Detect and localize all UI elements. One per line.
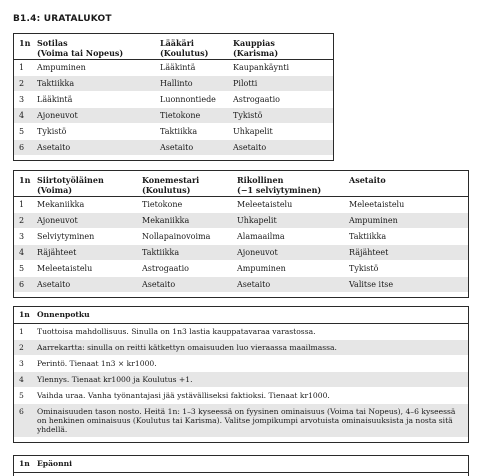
header-name: Siirtotyöläinen bbox=[37, 175, 104, 185]
cell: Ajoneuvot bbox=[232, 245, 344, 261]
cell: 6 bbox=[14, 404, 32, 438]
cell: Tykistö bbox=[228, 108, 333, 124]
header-name: Lääkäri bbox=[160, 38, 194, 48]
cell: 5 bbox=[14, 261, 32, 277]
cell: Räjähteet bbox=[344, 245, 468, 261]
cell: 6 bbox=[14, 140, 32, 156]
cell: 2 bbox=[14, 213, 32, 229]
cell: Lääkintä bbox=[155, 60, 228, 76]
cell: Lääkintä bbox=[32, 92, 155, 108]
career-table-2 bbox=[13, 170, 469, 298]
cell: 1 bbox=[14, 60, 32, 76]
cell: Valitse itse bbox=[344, 277, 468, 293]
column-header-die: 1n bbox=[14, 34, 32, 60]
cell: Mekaniikka bbox=[32, 197, 137, 213]
cell: Vaihda uraa. Vanha työnantajasi jää ystävälliseksi faktioksi. Tienaat kr1000. bbox=[32, 388, 468, 404]
cell: Ajoneuvot bbox=[32, 213, 137, 229]
cell: Tietokone bbox=[137, 197, 232, 213]
table-row bbox=[14, 229, 468, 245]
cell: Luonnontiede bbox=[155, 92, 228, 108]
table-row bbox=[14, 404, 468, 438]
cell: 3 bbox=[14, 356, 32, 372]
header-attr: (Karisma) bbox=[233, 48, 279, 58]
cell: Ampuminen bbox=[232, 261, 344, 277]
header-name: Rikollinen bbox=[237, 175, 284, 185]
column-header-criminal bbox=[232, 171, 344, 197]
table-row bbox=[14, 245, 468, 261]
cell: 4 bbox=[14, 372, 32, 388]
table-row bbox=[14, 388, 468, 404]
header-name: Sotilas bbox=[37, 38, 68, 48]
table-row bbox=[14, 140, 333, 156]
column-header-weapon-skill bbox=[344, 171, 468, 197]
column-header-engineer bbox=[137, 171, 232, 197]
cell: 3 bbox=[14, 92, 32, 108]
table-row bbox=[14, 277, 468, 293]
column-header-die: 1n bbox=[14, 307, 32, 324]
cell: Asetaito bbox=[155, 140, 228, 156]
cell: 5 bbox=[14, 124, 32, 140]
cell: Asetaito bbox=[137, 277, 232, 293]
table-row bbox=[14, 108, 333, 124]
cell: 5 bbox=[14, 388, 32, 404]
cell: Asetaito bbox=[228, 140, 333, 156]
cell: Ylennys. Tienaat kr1000 ja Koulutus +1. bbox=[32, 372, 468, 388]
cell: Räjähteet bbox=[32, 245, 137, 261]
fortune-table-grid bbox=[14, 307, 468, 437]
column-header-die: 1n bbox=[14, 456, 32, 473]
header-attr: (−1 selviytyminen) bbox=[237, 185, 322, 195]
cell: Selviytyminen bbox=[32, 229, 137, 245]
cell: Astrogaatio bbox=[228, 92, 333, 108]
column-header-merchant bbox=[228, 34, 333, 60]
cell: Taktiikka bbox=[32, 76, 155, 92]
table-row bbox=[14, 340, 468, 356]
header-name: Asetaito bbox=[349, 175, 386, 185]
cell: Taktiikka bbox=[137, 245, 232, 261]
cell: Asetaito bbox=[32, 277, 137, 293]
table-row bbox=[14, 324, 468, 340]
header-attr: (Koulutus) bbox=[160, 48, 209, 58]
cell: 6 bbox=[14, 277, 32, 293]
cell: Taktiikka bbox=[344, 229, 468, 245]
cell: Hallinto bbox=[155, 76, 228, 92]
cell: Perintö. Tienaat 1n3 × kr1000. bbox=[32, 356, 468, 372]
cell: Meleetaistelu bbox=[232, 197, 344, 213]
cell: Tietokone bbox=[155, 108, 228, 124]
cell: 1 bbox=[14, 324, 32, 340]
cell: Tuottoisa mahdollisuus. Sinulla on 1n3 lastia kauppatavaraa varastossa. bbox=[32, 324, 468, 340]
cell: 4 bbox=[14, 108, 32, 124]
cell: Asetaito bbox=[32, 140, 155, 156]
header-attr: (Voima tai Nopeus) bbox=[37, 48, 124, 58]
header-name: Kauppias bbox=[233, 38, 275, 48]
cell: 4 bbox=[14, 245, 32, 261]
table-row bbox=[14, 60, 333, 76]
table-row bbox=[14, 76, 333, 92]
column-header-misfortune: Epäonni bbox=[32, 456, 468, 473]
career-table-1 bbox=[13, 33, 334, 161]
cell: Tykistö bbox=[32, 124, 155, 140]
misfortune-table-grid bbox=[14, 456, 468, 473]
cell: Aarrekartta: sinulla on reitti kätkettyn omaisuuden luo vieraassa maailmassa. bbox=[32, 340, 468, 356]
column-header-colonist bbox=[32, 171, 137, 197]
career-table-2-grid bbox=[14, 171, 468, 292]
header-name: Konemestari bbox=[142, 175, 200, 185]
header-attr: (Koulutus) bbox=[142, 185, 191, 195]
misfortune-table bbox=[13, 455, 469, 476]
cell: Astrogaatio bbox=[137, 261, 232, 277]
cell: Meleetaistelu bbox=[344, 197, 468, 213]
cell: 2 bbox=[14, 340, 32, 356]
fortune-table bbox=[13, 306, 469, 443]
cell: Ajoneuvot bbox=[32, 108, 155, 124]
cell: Ominaisuuden tason nosto. Heitä 1n: 1–3 kyseessä on fyysinen ominaisuus (Voima tai Nopeus), 4–6 kyseessä on henkinen ominaisuus (Koulutus tai Karisma). Valitse jompikumpi arvotuista ominaisuuksista ja nosta sitä yhdellä. bbox=[32, 404, 468, 438]
table-row bbox=[14, 213, 468, 229]
cell: Uhkapelit bbox=[232, 213, 344, 229]
cell: Ampuminen bbox=[32, 60, 155, 76]
cell: Alamaailma bbox=[232, 229, 344, 245]
column-header-die: 1n bbox=[14, 171, 32, 197]
cell: 1 bbox=[14, 197, 32, 213]
cell: Asetaito bbox=[232, 277, 344, 293]
table-row bbox=[14, 372, 468, 388]
column-header-doctor bbox=[155, 34, 228, 60]
table-row bbox=[14, 261, 468, 277]
cell: Pilotti bbox=[228, 76, 333, 92]
cell: 3 bbox=[14, 229, 32, 245]
career-table-1-grid bbox=[14, 34, 333, 155]
cell: 2 bbox=[14, 76, 32, 92]
cell: Ampuminen bbox=[344, 213, 468, 229]
cell: Meleetaistelu bbox=[32, 261, 137, 277]
table-row bbox=[14, 356, 468, 372]
column-header-soldier bbox=[32, 34, 155, 60]
cell: Tykistö bbox=[344, 261, 468, 277]
column-header-fortune: Onnenpotku bbox=[32, 307, 468, 324]
cell: Taktiikka bbox=[155, 124, 228, 140]
table-row bbox=[14, 92, 333, 108]
cell: Uhkapelit bbox=[228, 124, 333, 140]
cell: Kaupankäynti bbox=[228, 60, 333, 76]
table-row bbox=[14, 197, 468, 213]
cell: Nollapainovoima bbox=[137, 229, 232, 245]
section-title: B1.4: URATALUKOT bbox=[13, 14, 112, 24]
table-row bbox=[14, 124, 333, 140]
header-attr: (Voima) bbox=[37, 185, 73, 195]
cell: Mekaniikka bbox=[137, 213, 232, 229]
